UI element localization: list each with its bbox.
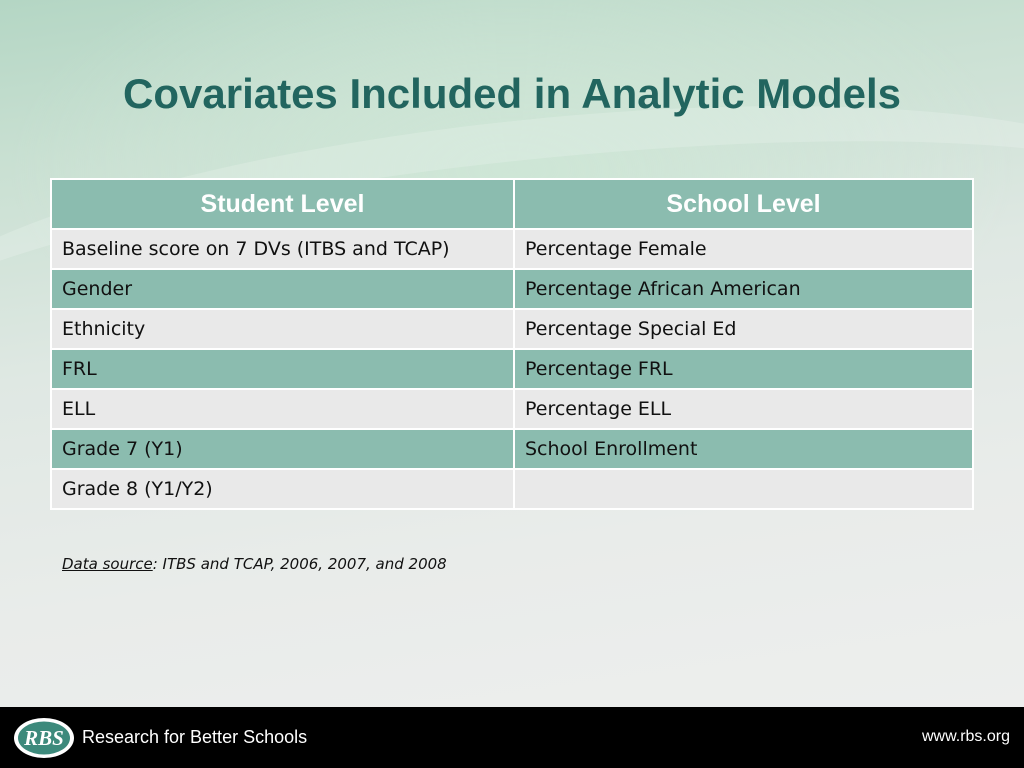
slide-title: Covariates Included in Analytic Models	[123, 70, 901, 117]
student-level-cell: Baseline score on 7 DVs (ITBS and TCAP)	[51, 229, 514, 269]
school-level-cell: Percentage African American	[514, 269, 973, 309]
table-row	[51, 469, 973, 509]
school-level-cell: Percentage ELL	[514, 389, 973, 429]
table-row	[51, 229, 973, 269]
org-name: Research for Better Schools	[82, 727, 308, 747]
table-row	[51, 429, 973, 469]
header-school-level: School Level	[514, 179, 973, 229]
student-level-cell: Grade 7 (Y1)	[51, 429, 514, 469]
table-row	[51, 309, 973, 349]
footer-bar	[0, 707, 1024, 768]
student-level-cell: Grade 8 (Y1/Y2)	[51, 469, 514, 509]
student-level-cell: Ethnicity	[51, 309, 514, 349]
table-row	[51, 269, 973, 309]
school-level-cell	[514, 469, 973, 509]
data-source-note	[62, 555, 447, 573]
school-level-cell: School Enrollment	[514, 429, 973, 469]
student-level-cell: FRL	[51, 349, 514, 389]
table-row	[51, 389, 973, 429]
school-level-cell: Percentage Female	[514, 229, 973, 269]
school-level-cell: Percentage Special Ed	[514, 309, 973, 349]
rbs-logo-text: RBS	[24, 726, 64, 750]
footer-url-link[interactable]: www.rbs.org	[921, 728, 1010, 745]
table-header-row	[51, 179, 973, 229]
header-student-level: Student Level	[51, 179, 514, 229]
rbs-logo-icon	[12, 716, 76, 760]
covariates-table	[50, 178, 974, 510]
school-level-cell: Percentage FRL	[514, 349, 973, 389]
student-level-cell: ELL	[51, 389, 514, 429]
table-row	[51, 349, 973, 389]
data-source-text: : ITBS and TCAP, 2006, 2007, and 2008	[152, 555, 447, 573]
data-source-label: Data source	[62, 555, 153, 573]
student-level-cell: Gender	[51, 269, 514, 309]
